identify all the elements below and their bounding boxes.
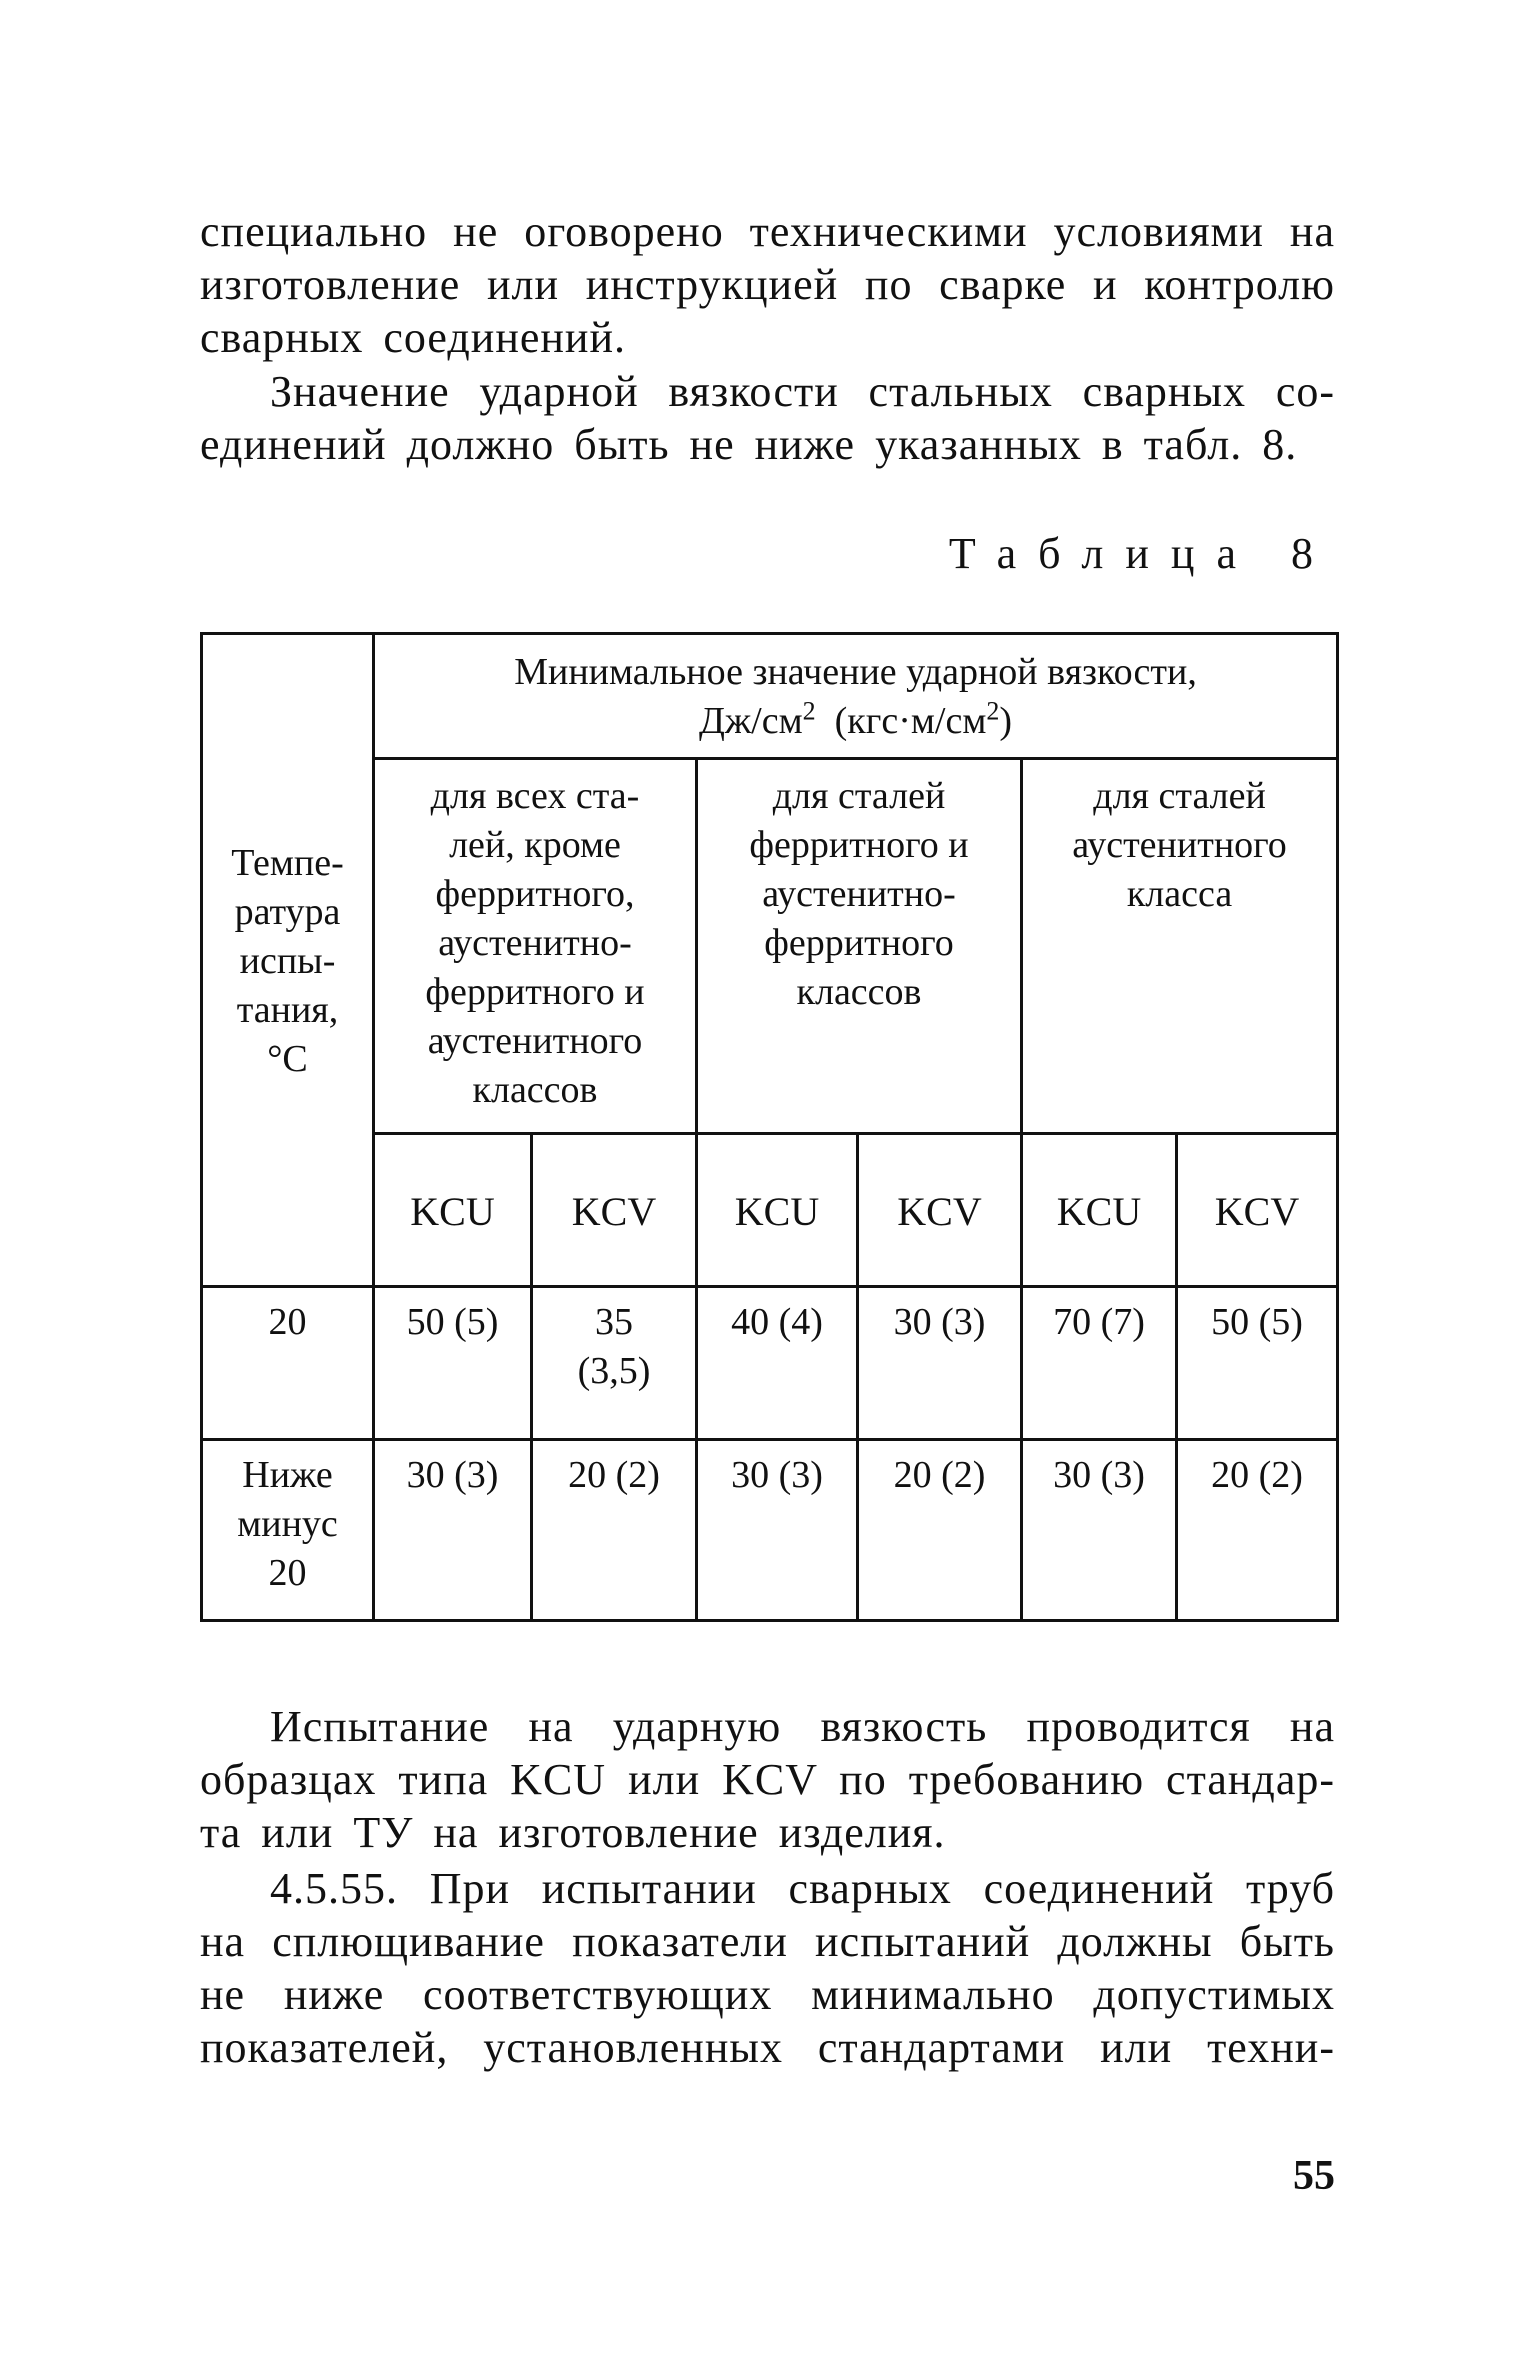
value-cell [697, 1287, 858, 1440]
cell-line: 35 [595, 1301, 633, 1343]
temperature-header [202, 634, 374, 1287]
text-line: не ниже соответствующих минимально допустимых [200, 1970, 1335, 2019]
section-paragraph [200, 1862, 1335, 2074]
table-row [202, 1440, 1338, 1621]
header-line: классов [472, 1069, 598, 1111]
cell-line: 20 (2) [893, 1454, 986, 1496]
group-header-ferritic-austenitic-ferritic [697, 759, 1022, 1134]
specimen-type-header: KCV [532, 1134, 697, 1287]
header-line: Темпе- [231, 841, 344, 884]
cell-line: 50 (5) [1211, 1301, 1303, 1343]
header-line: ферритного [764, 922, 954, 964]
specimen-type-header: KCV [858, 1134, 1022, 1287]
unit-alt-close: ) [999, 700, 1013, 742]
text-line: на сплющивание показатели испытаний должны быть [200, 1917, 1335, 1966]
specimen-type-header: KCV [1177, 1134, 1338, 1287]
unit-exponent: 2 [802, 696, 816, 726]
header-line: °C [267, 1037, 308, 1080]
header-line: аустенитно- [438, 922, 632, 964]
text-line: образцах типа KCU или KCV по требованию стандар- [200, 1755, 1335, 1804]
value-cell [1177, 1440, 1338, 1621]
cell-line: 50 (5) [406, 1301, 499, 1343]
value-cell [858, 1440, 1022, 1621]
unit-alt-exponent: 2 [986, 696, 1000, 726]
header-line: аустенитного [1072, 824, 1287, 866]
header-line: аустенитного [427, 1020, 643, 1062]
value-cell [1177, 1287, 1338, 1440]
min-impact-strength-header [374, 634, 1338, 759]
specimen-type-header: KCU [1022, 1134, 1177, 1287]
group-header-all-steels [374, 759, 697, 1134]
cell-line: 20 (2) [568, 1454, 660, 1496]
intro-paragraph [200, 205, 1335, 364]
header-line: для всех ста- [430, 775, 640, 817]
specimen-type-header: KCU [697, 1134, 858, 1287]
text-line: Испытание на ударную вязкость проводится на [270, 1702, 1335, 1751]
text-line: сварных соединений. [200, 313, 627, 362]
value-cell [374, 1440, 532, 1621]
cell-line: 20 [268, 1301, 307, 1343]
cell-line: 30 (3) [406, 1454, 499, 1496]
text-line: единений должно быть не ниже указанных в табл. 8. [200, 420, 1298, 469]
cell-line: 30 (3) [1053, 1454, 1145, 1496]
impact-strength-table [200, 632, 1336, 1622]
cell-line: (3,5) [577, 1350, 651, 1392]
page-number: 55 [1293, 2153, 1335, 2199]
value-cell [532, 1440, 697, 1621]
unit-alt-text: (кгс·м/см [834, 700, 987, 742]
header-line: лей, кроме [449, 824, 621, 866]
text-line: 4.5.55. При испытании сварных соединений труб [270, 1864, 1335, 1913]
header-line: класса [1126, 873, 1233, 915]
test-paragraph [200, 1700, 1335, 1859]
cell-line: минус [237, 1503, 338, 1545]
header-line: для сталей [1093, 775, 1266, 817]
temperature-cell [202, 1287, 374, 1440]
header-line: тания, [236, 988, 339, 1031]
cell-line: Ниже [242, 1454, 333, 1496]
header-line: ферритного и [425, 971, 645, 1013]
unit-text: Дж/см [699, 700, 803, 742]
header-line: аустенитно- [762, 873, 956, 915]
text-line: показателей, установленных стандартами или техни- [200, 2023, 1335, 2072]
value-cell [374, 1287, 532, 1440]
specimen-type-header: KCU [374, 1134, 532, 1287]
header-line: ратура [234, 890, 341, 933]
temperature-cell [202, 1440, 374, 1621]
cell-line: 40 (4) [731, 1301, 823, 1343]
header-line: ферритного и [749, 824, 969, 866]
cell-line: 20 (2) [1211, 1454, 1303, 1496]
cell-line: 70 (7) [1053, 1301, 1145, 1343]
value-paragraph [200, 365, 1335, 471]
group-header-austenitic [1022, 759, 1338, 1134]
cell-line: 30 (3) [893, 1301, 986, 1343]
text-line: та или ТУ на изготовление изделия. [200, 1808, 946, 1857]
text-line: изготовление или инструкцией по сварке и контролю [200, 260, 1335, 309]
cell-line: 30 (3) [731, 1454, 823, 1496]
header-line: для сталей [772, 775, 946, 817]
value-cell [1022, 1440, 1177, 1621]
value-cell [532, 1287, 697, 1440]
cell-line: 20 [268, 1552, 307, 1594]
header-line: испы- [239, 939, 336, 982]
header-unit-line [381, 697, 1330, 746]
header-line: Минимальное значение ударной вязкости, [514, 651, 1197, 693]
value-cell [858, 1287, 1022, 1440]
header-line: ферритного, [435, 873, 635, 915]
header-line: классов [796, 971, 922, 1013]
text-line: специально не оговорено техническими условиями на [200, 207, 1335, 256]
table-row [202, 1287, 1338, 1440]
value-cell [1022, 1287, 1177, 1440]
text-line: Значение ударной вязкости стальных сварных со- [270, 367, 1335, 416]
value-cell [697, 1440, 858, 1621]
table-caption: Таблица 8 [948, 529, 1335, 578]
